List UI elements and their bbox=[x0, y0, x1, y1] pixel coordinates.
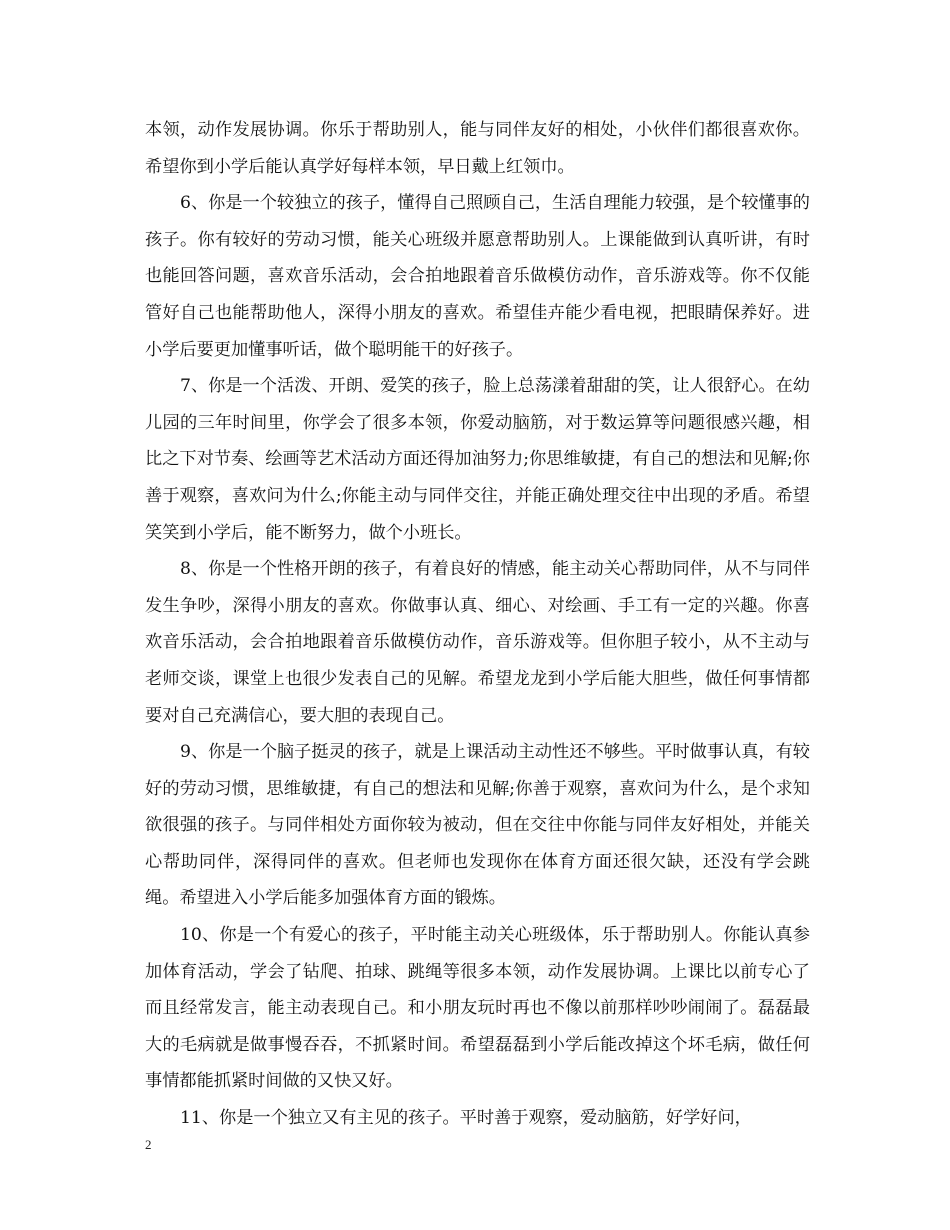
page-number: 2 bbox=[145, 1137, 152, 1152]
paragraph: 9、你是一个脑子挺灵的孩子，就是上课活动主动性还不够些。平时做事认真，有较好的劳动习惯，思维敏捷，有自己的想法和见解;你善于观察，喜欢问为什么，是个求知欲很强的孩子。与同伴相处方面你较为被动，但在交往中你能与同伴友好相处，并能关心帮助同伴，深得同伴的喜欢。但老师也发现你在体育方面还很欠缺，还没有学会跳绳。希望进入小学后能多加强体育方面的锻炼。 bbox=[145, 742, 810, 909]
paragraph: 本领，动作发展协调。你乐于帮助别人，能与同伴友好的相处，小伙伴们都很喜欢你。希望你到小学后能认真学好每样本领，早日戴上红领巾。 bbox=[145, 120, 810, 177]
paragraph: 7、你是一个活泼、开朗、爱笑的孩子，脸上总荡漾着甜甜的笑，让人很舒心。在幼儿园的三年时间里，你学会了很多本领，你爱动脑筋，对于数运算等问题很感兴趣，相比之下对节奏、绘画等艺术活动方面还得加油努力;你思维敏捷，有自己的想法和见解;你善于观察，喜欢问为什么;你能主动与同伴交往，并能正确处理交往中出现的矛盾。希望笑笑到小学后，能不断努力，做个小班长。 bbox=[145, 376, 810, 543]
paragraph: 8、你是一个性格开朗的孩子，有着良好的情感，能主动关心帮助同伴，从不与同伴发生争吵，深得小朋友的喜欢。你做事认真、细心、对绘画、手工有一定的兴趣。你喜欢音乐活动，会合拍地跟着音乐做模仿动作，音乐游戏等。但你胆子较小，从不主动与老师交谈，课堂上也很少发表自己的见解。希望龙龙到小学后能大胆些，做任何事情都要对自己充满信心，要大胆的表现自己。 bbox=[145, 559, 810, 726]
paragraph: 10、你是一个有爱心的孩子，平时能主动关心班级体，乐于帮助别人。你能认真参加体育活动，学会了钻爬、拍球、跳绳等很多本领，动作发展协调。上课比以前专心了而且经常发言，能主动表现自己。和小朋友玩时再也不像以前那样吵吵闹闹了。磊磊最大的毛病就是做事慢吞吞，不抓紧时间。希望磊磊到小学后能改掉这个坏毛病，做任何事情都能抓紧时间做的又快又好。 bbox=[145, 925, 810, 1092]
paragraph: 11、你是一个独立又有主见的孩子。平时善于观察，爱动脑筋，好学好问， bbox=[180, 1108, 752, 1129]
document-body bbox=[145, 112, 810, 1137]
paragraph: 6、你是一个较独立的孩子，懂得自己照顾自己，生活自理能力较强，是个较懂事的孩子。你有较好的劳动习惯，能关心班级并愿意帮助别人。上课能做到认真听讲，有时也能回答问题，喜欢音乐活动，会合拍地跟着音乐做模仿动作，音乐游戏等。你不仅能管好自己也能帮助他人，深得小朋友的喜欢。希望佳卉能少看电视，把眼睛保养好。进小学后要更加懂事听话，做个聪明能干的好孩子。 bbox=[145, 193, 810, 360]
